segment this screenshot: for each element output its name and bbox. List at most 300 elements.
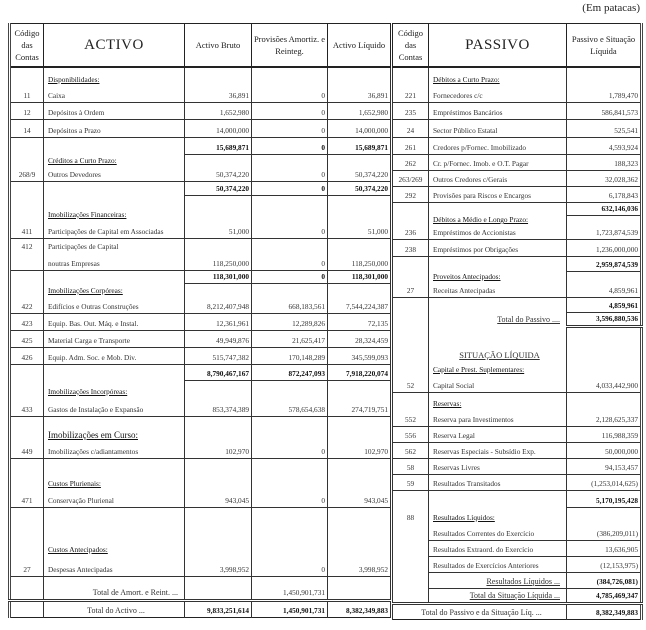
account-code — [10, 253, 44, 270]
amount-prov — [252, 416, 328, 442]
amount-value: 1,723,874,539 — [567, 226, 642, 239]
amount-value — [567, 326, 642, 362]
account-code — [393, 256, 429, 271]
amount-bruto — [185, 507, 252, 556]
account-code — [10, 416, 44, 442]
amount-value: 1,236,000,000 — [567, 239, 642, 256]
total-row — [393, 603, 642, 619]
table-row — [393, 474, 642, 490]
total-row — [393, 312, 642, 326]
amount-prov — [252, 458, 328, 490]
total-row — [393, 256, 642, 271]
account-code — [393, 540, 429, 556]
table-row — [10, 313, 391, 330]
amount-liq — [328, 154, 391, 167]
amount-value: 525,541 — [567, 119, 642, 137]
amount-prov — [252, 283, 328, 297]
account-label: Participações de Capital em Associadas — [44, 221, 185, 238]
amount-bruto — [185, 416, 252, 442]
account-label: Gastos de Instalação e Expansão — [44, 398, 185, 416]
account-label — [44, 270, 185, 283]
amount-prov: 0 — [252, 556, 328, 576]
amount-prov: 1,450,901,731 — [252, 576, 328, 600]
amount-liq: 7,918,220,074 — [328, 364, 391, 380]
amount-liq: 943,045 — [328, 490, 391, 507]
table-row — [10, 347, 391, 364]
account-code: 262 — [393, 154, 429, 170]
account-code — [393, 312, 429, 326]
account-label: Total da Situação Líquida ... — [429, 588, 567, 603]
account-label: Reservas Especiais - Subsídio Exp. — [429, 442, 567, 458]
amount-bruto — [185, 576, 252, 600]
amount-value: 50,000,000 — [567, 442, 642, 458]
amount-bruto: 50,374,220 — [185, 167, 252, 181]
amount-liq: 14,000,000 — [328, 119, 391, 137]
amount-bruto: 51,000 — [185, 221, 252, 238]
account-code — [10, 600, 44, 617]
account-code: 268/9 — [10, 167, 44, 181]
account-code: 235 — [393, 102, 429, 119]
account-code — [393, 67, 429, 86]
amount-liq: 51,000 — [328, 221, 391, 238]
section-heading-row — [393, 271, 642, 283]
amount-value: 4,859,961 — [567, 283, 642, 297]
code-column-header: Código das Contas — [393, 24, 429, 68]
table-row — [393, 86, 642, 102]
amount-bruto — [185, 67, 252, 86]
amount-value: 586,841,573 — [567, 102, 642, 119]
amount-prov — [252, 195, 328, 221]
account-code: 14 — [10, 119, 44, 137]
total-row — [393, 202, 642, 215]
account-label: Outros Credores c/Gerais — [429, 170, 567, 186]
amount-liq — [328, 507, 391, 556]
amount-liq — [328, 458, 391, 490]
table-row — [10, 398, 391, 416]
account-code: 411 — [10, 221, 44, 238]
passivo-body — [393, 67, 642, 619]
amount-value: 4,785,469,347 — [567, 588, 642, 603]
total-row — [10, 576, 391, 600]
total-row — [10, 181, 391, 195]
table-row — [393, 119, 642, 137]
account-label: Equip. Bas. Out. Máq. e Instal. — [44, 313, 185, 330]
table-row — [393, 186, 642, 202]
table-row — [393, 540, 642, 556]
account-code: 236 — [393, 226, 429, 239]
account-label: Participações de Capital — [44, 238, 185, 253]
activo-table — [8, 23, 391, 618]
account-code — [10, 364, 44, 380]
account-code: 423 — [10, 313, 44, 330]
account-label: Outros Devedores — [44, 167, 185, 181]
account-label: Resultados Líquidos: — [429, 507, 567, 524]
account-code — [393, 271, 429, 283]
amount-prov: 0 — [252, 253, 328, 270]
amount-value: 4,033,442,900 — [567, 376, 642, 392]
amount-liq — [328, 576, 391, 600]
amount-bruto — [185, 238, 252, 253]
table-row — [393, 154, 642, 170]
account-label: Capital e Prest. Suplementares: — [429, 362, 567, 376]
account-label — [429, 490, 567, 507]
amount-value: 32,028,362 — [567, 170, 642, 186]
amount-value: 13,636,905 — [567, 540, 642, 556]
table-row — [10, 86, 391, 102]
account-label: Total do Activo ... — [44, 600, 185, 617]
account-label: Material Carga e Transporte — [44, 330, 185, 347]
account-code: 422 — [10, 297, 44, 313]
passivo-table — [392, 23, 643, 620]
amount-prov: 0 — [252, 167, 328, 181]
account-label: Total de Amort. e Reint. ... — [44, 576, 185, 600]
amount-bruto: 118,250,000 — [185, 253, 252, 270]
activo-body — [10, 67, 391, 617]
amount-value — [567, 362, 642, 376]
table-row — [393, 226, 642, 239]
activo-title: ACTIVO — [44, 24, 185, 68]
amount-prov: 0 — [252, 181, 328, 195]
passivo-title: PASSIVO — [429, 24, 567, 68]
amount-liq: 118,250,000 — [328, 253, 391, 270]
amount-liq: 72,135 — [328, 313, 391, 330]
amount-liq — [328, 283, 391, 297]
amount-bruto: 853,374,389 — [185, 398, 252, 416]
section-heading-row — [393, 392, 642, 410]
activo-header-row — [10, 24, 391, 68]
table-row — [393, 524, 642, 540]
account-label: Equip. Adm. Soc. e Mob. Div. — [44, 347, 185, 364]
amount-liq: 1,652,980 — [328, 102, 391, 119]
section-heading-row — [10, 154, 391, 167]
account-label: Depósitos a Prazo — [44, 119, 185, 137]
account-label: Reserva Legal — [429, 426, 567, 442]
amount-prov — [252, 67, 328, 86]
account-label: Resultados Correntes do Exercício — [429, 524, 567, 540]
account-code: 425 — [10, 330, 44, 347]
amount-value — [567, 507, 642, 524]
amount-liq: 8,382,349,883 — [328, 600, 391, 617]
account-label: Empréstimos por Obrigações — [429, 239, 567, 256]
table-row — [393, 376, 642, 392]
amount-value: 2,959,874,539 — [567, 256, 642, 271]
section-heading-row — [10, 507, 391, 556]
account-label: Receitas Antecipadas — [429, 283, 567, 297]
amount-bruto — [185, 458, 252, 490]
account-label: Proveitos Antecipados: — [429, 271, 567, 283]
amount-prov: 0 — [252, 137, 328, 154]
amount-prov: 0 — [252, 221, 328, 238]
table-row — [393, 442, 642, 458]
account-code: 12 — [10, 102, 44, 119]
amount-prov: 668,183,561 — [252, 297, 328, 313]
amount-prov: 0 — [252, 442, 328, 458]
amount-bruto — [185, 380, 252, 398]
account-code — [393, 588, 429, 603]
account-code: 238 — [393, 239, 429, 256]
account-label: Créditos a Curto Prazo: — [44, 154, 185, 167]
account-code — [10, 270, 44, 283]
account-label: Caixa — [44, 86, 185, 102]
account-label: Edifícios e Outras Construções — [44, 297, 185, 313]
amount-bruto: 14,000,000 — [185, 119, 252, 137]
total-row — [10, 137, 391, 154]
activo-bruto-header: Activo Bruto — [185, 24, 252, 68]
account-code — [10, 458, 44, 490]
account-code — [10, 283, 44, 297]
account-code — [393, 202, 429, 215]
section-heading-row — [393, 507, 642, 524]
account-code: 412 — [10, 238, 44, 253]
account-label: SITUAÇÃO LÍQUIDA — [429, 326, 567, 362]
table-row — [10, 490, 391, 507]
account-label: Total do Passivo e da Situação Líq. ... — [393, 603, 567, 619]
amount-liq: 274,719,751 — [328, 398, 391, 416]
amount-bruto: 8,212,407,948 — [185, 297, 252, 313]
amount-bruto: 15,689,871 — [185, 137, 252, 154]
amount-bruto: 49,949,876 — [185, 330, 252, 347]
amount-bruto — [185, 154, 252, 167]
account-code: 552 — [393, 410, 429, 426]
account-code — [393, 524, 429, 540]
account-code — [10, 576, 44, 600]
amount-value: 632,146,036 — [567, 202, 642, 215]
account-code: 562 — [393, 442, 429, 458]
account-code — [10, 181, 44, 195]
account-code: 433 — [10, 398, 44, 416]
amount-value: 5,170,195,428 — [567, 490, 642, 507]
amount-liq: 36,891 — [328, 86, 391, 102]
account-code — [10, 380, 44, 398]
table-row — [10, 119, 391, 137]
account-label: Reserva para Investimentos — [429, 410, 567, 426]
account-code: 263/269 — [393, 170, 429, 186]
amount-prov: 0 — [252, 490, 328, 507]
account-label: Capital Social — [429, 376, 567, 392]
amount-liq: 118,301,000 — [328, 270, 391, 283]
amount-liq — [328, 238, 391, 253]
amount-value: 1,789,470 — [567, 86, 642, 102]
amount-liq: 3,998,952 — [328, 556, 391, 576]
amount-bruto: 50,374,220 — [185, 181, 252, 195]
amount-value: (386,209,011) — [567, 524, 642, 540]
amount-prov: 0 — [252, 270, 328, 283]
account-code: 27 — [10, 556, 44, 576]
table-row — [393, 102, 642, 119]
amount-bruto: 102,970 — [185, 442, 252, 458]
section-heading-row — [393, 215, 642, 226]
account-code: 52 — [393, 376, 429, 392]
total-row — [393, 297, 642, 312]
amount-value: 4,593,924 — [567, 137, 642, 154]
amount-bruto: 515,747,382 — [185, 347, 252, 364]
amount-value: 2,128,625,337 — [567, 410, 642, 426]
account-code — [393, 392, 429, 410]
amount-value: 6,178,843 — [567, 186, 642, 202]
currency-unit-note: (Em patacas) — [582, 2, 640, 14]
account-label: Empréstimos de Accionistas — [429, 226, 567, 239]
amount-prov — [252, 507, 328, 556]
amount-prov — [252, 238, 328, 253]
section-heading-row — [10, 416, 391, 442]
amount-value — [567, 67, 642, 86]
amount-value: 3,596,880,536 — [567, 312, 642, 326]
amount-bruto: 3,998,952 — [185, 556, 252, 576]
account-code — [393, 490, 429, 507]
account-label: Débitos a Médio e Longo Prazo: — [429, 215, 567, 226]
table-row — [10, 442, 391, 458]
table-row — [10, 556, 391, 576]
table-row — [393, 410, 642, 426]
total-row — [393, 490, 642, 507]
table-row — [393, 556, 642, 572]
table-row — [10, 330, 391, 347]
account-label: Reservas: — [429, 392, 567, 410]
amount-bruto: 943,045 — [185, 490, 252, 507]
amount-liq: 15,689,871 — [328, 137, 391, 154]
activo-liquido-header: Activo Líquido — [328, 24, 391, 68]
section-heading-row — [393, 326, 642, 362]
table-row — [10, 221, 391, 238]
provisoes-header: Provisões Amortiz. e Reinteg. — [252, 24, 328, 68]
account-label: Empréstimos Bancários — [429, 102, 567, 119]
amount-value: (12,153,975) — [567, 556, 642, 572]
amount-value — [567, 271, 642, 283]
amount-prov: 578,654,638 — [252, 398, 328, 416]
amount-liq — [328, 416, 391, 442]
account-label — [429, 256, 567, 271]
amount-liq: 50,374,220 — [328, 181, 391, 195]
account-code: 24 — [393, 119, 429, 137]
amount-liq — [328, 195, 391, 221]
account-label: Custos Plurienais: — [44, 458, 185, 490]
amount-liq — [328, 67, 391, 86]
account-code — [10, 507, 44, 556]
account-label — [429, 297, 567, 312]
amount-value — [567, 392, 642, 410]
account-label: Conservação Plurienal — [44, 490, 185, 507]
table-row — [10, 102, 391, 119]
account-code: 221 — [393, 86, 429, 102]
table-row — [393, 283, 642, 297]
passivo-value-header: Passivo e Situação Líquida — [567, 24, 642, 68]
account-label: Despesas Antecipadas — [44, 556, 185, 576]
account-label: Resultados de Exercícios Anteriores — [429, 556, 567, 572]
account-label: Resultados Líquidos ... — [429, 572, 567, 588]
table-row — [393, 458, 642, 474]
account-code — [10, 137, 44, 154]
amount-bruto: 1,652,980 — [185, 102, 252, 119]
table-row — [393, 239, 642, 256]
table-row — [10, 167, 391, 181]
total-row — [10, 364, 391, 380]
account-label — [44, 137, 185, 154]
account-code: 292 — [393, 186, 429, 202]
amount-prov: 0 — [252, 86, 328, 102]
code-column-header: Código das Contas — [10, 24, 44, 68]
section-heading-row — [10, 380, 391, 398]
account-label: Resultados Transitados — [429, 474, 567, 490]
section-heading-row — [10, 67, 391, 86]
account-label — [429, 202, 567, 215]
amount-value: 188,323 — [567, 154, 642, 170]
account-label: Imobilizações c/adiantamentos — [44, 442, 185, 458]
amount-bruto — [185, 195, 252, 221]
amount-prov: 170,148,289 — [252, 347, 328, 364]
account-label — [44, 181, 185, 195]
account-code — [393, 362, 429, 376]
table-row — [393, 426, 642, 442]
account-label: Disponibilidades: — [44, 67, 185, 86]
section-heading-row — [393, 362, 642, 376]
account-code: 471 — [10, 490, 44, 507]
account-code: 27 — [393, 283, 429, 297]
account-code — [10, 195, 44, 221]
account-label: Reservas Livres — [429, 458, 567, 474]
amount-value: (384,726,081) — [567, 572, 642, 588]
passivo-header-row — [393, 24, 642, 68]
amount-bruto: 118,301,000 — [185, 270, 252, 283]
account-label: Imobilizações Financeiras: — [44, 195, 185, 221]
account-code: 11 — [10, 86, 44, 102]
amount-bruto: 9,833,251,614 — [185, 600, 252, 617]
account-label: Provisões para Riscos e Encargos — [429, 186, 567, 202]
section-heading-row — [10, 195, 391, 221]
account-label: Imobilizações Incorpóreas: — [44, 380, 185, 398]
amount-prov: 12,289,826 — [252, 313, 328, 330]
account-code — [10, 154, 44, 167]
total-row — [393, 572, 642, 588]
total-row — [393, 588, 642, 603]
account-label: Credores p/Fornec. Imobilizado — [429, 137, 567, 154]
amount-prov: 0 — [252, 102, 328, 119]
account-code: 59 — [393, 474, 429, 490]
account-label: Depósitos à Ordem — [44, 102, 185, 119]
account-code — [393, 297, 429, 312]
amount-liq — [328, 380, 391, 398]
amount-prov — [252, 380, 328, 398]
table-row — [10, 253, 391, 270]
account-label: Total do Passivo .... — [429, 312, 567, 326]
account-label: noutras Empresas — [44, 253, 185, 270]
account-code — [393, 215, 429, 226]
amount-prov: 1,450,901,731 — [252, 600, 328, 617]
amount-bruto: 36,891 — [185, 86, 252, 102]
amount-liq: 50,374,220 — [328, 167, 391, 181]
account-label: Fornecedores c/c — [429, 86, 567, 102]
account-code — [10, 67, 44, 86]
amount-value — [567, 215, 642, 226]
total-row — [10, 600, 391, 617]
account-label — [44, 364, 185, 380]
amount-liq: 345,599,093 — [328, 347, 391, 364]
amount-prov: 0 — [252, 119, 328, 137]
account-code: 58 — [393, 458, 429, 474]
amount-value: 8,382,349,883 — [567, 603, 642, 619]
amount-liq: 7,544,224,387 — [328, 297, 391, 313]
amount-liq: 28,324,459 — [328, 330, 391, 347]
amount-value: 94,153,457 — [567, 458, 642, 474]
account-label: Sector Público Estatal — [429, 119, 567, 137]
total-row — [10, 270, 391, 283]
amount-bruto — [185, 283, 252, 297]
account-label: Imobilizações Corpóreas: — [44, 283, 185, 297]
amount-prov: 21,625,417 — [252, 330, 328, 347]
amount-liq: 102,970 — [328, 442, 391, 458]
amount-value: 4,859,961 — [567, 297, 642, 312]
amount-value: (1,253,014,625) — [567, 474, 642, 490]
amount-bruto: 8,790,467,167 — [185, 364, 252, 380]
